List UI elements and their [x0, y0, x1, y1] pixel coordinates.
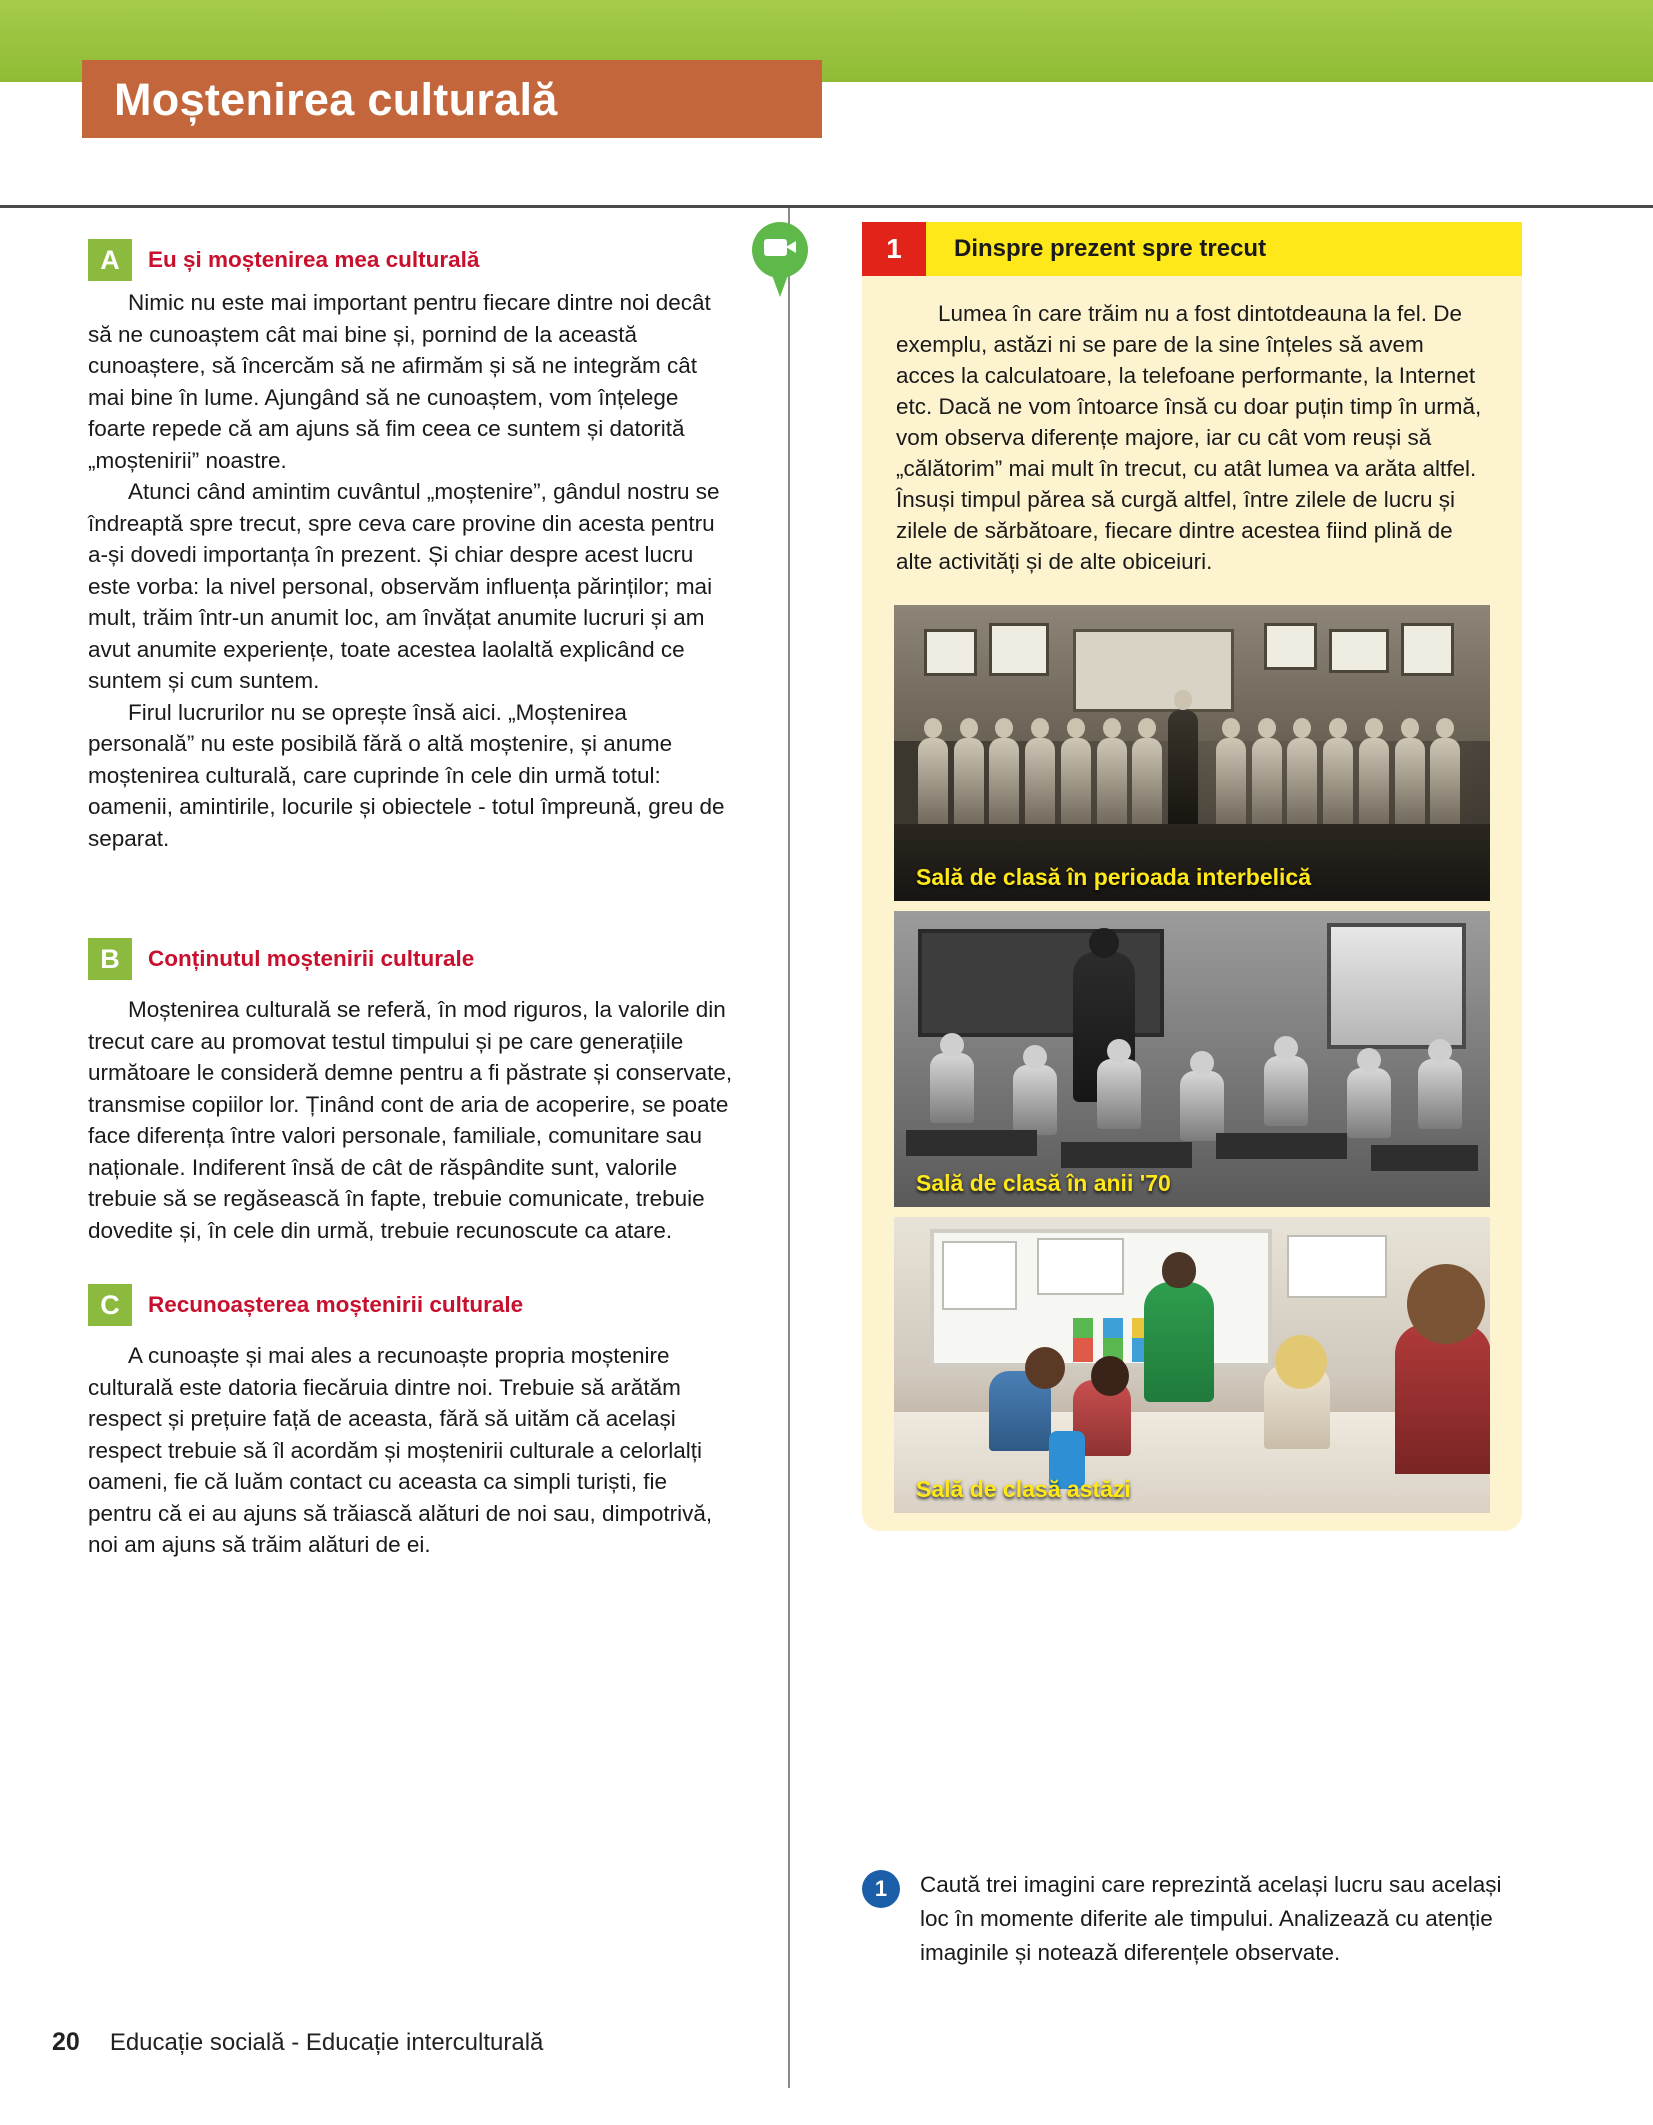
photo2-window	[1327, 923, 1466, 1049]
photo2-pupil	[1264, 1056, 1308, 1126]
photo2-pupil	[930, 1053, 974, 1123]
photo1-pupil	[1287, 738, 1317, 830]
section-b-paragraph-1: Moștenirea culturală se referă, în mod riguros, la valorile din trecut care au promovat testul timpului și pe care generațiile următoare le consideră demne pentru a fi păstrate și conservate, transmise copiilor lor. Ținând cont de aria de acoperire, se poate face diferența între valori personale, familiale, comunitare sau naționale. Indiferent însă de cât de răspândite sunt, valorile trebuie să se regăsească în fapte, trebuie comunicate, trebuie dovedite și, în cele din urmă, trebuie recunoscute ca atare.	[88, 997, 733, 1243]
photo1-pupil	[1323, 738, 1353, 830]
lesson-panel-title: Dinspre prezent spre trecut	[926, 222, 1522, 276]
photo1-pupil	[989, 738, 1019, 830]
section-a-letter: A	[88, 239, 132, 281]
photo1-picture-frame	[1264, 623, 1318, 670]
photo2-pupil	[1013, 1065, 1057, 1135]
section-b	[88, 938, 736, 1246]
photo1-pupil	[1132, 738, 1162, 830]
lesson-panel-header	[862, 222, 1522, 276]
section-c	[88, 1284, 736, 1561]
section-a-title: Eu și moștenirea mea culturală	[148, 247, 480, 272]
lesson-panel-text: Lumea în care trăim nu a fost dintotdeauna la fel. De exemplu, astăzi ni se pare de la sine înțeles să avem acces la calculatoare, la telefoane performante, la Internet etc. Dacă ne vom întoarce însă cu doar puțin timp în urmă, vom observa diferențe majore, iar cu cât vom reuși să „călătorim” mai mult în trecut, cu atât lumea va arăta altfel. Însuși timpul părea să curgă altfel, între zilele de lucru și zilele de sărbătoare, fiecare dintre acestea fiind plină de alte activități și de alte obiceiuri.	[896, 301, 1482, 574]
photo1-pupil	[1025, 738, 1055, 830]
photo2-pupil	[1347, 1068, 1391, 1138]
photo2-pupil	[1097, 1059, 1141, 1129]
header-divider	[0, 205, 1653, 208]
photo1-blackboard	[1073, 629, 1234, 712]
left-column	[88, 225, 736, 1561]
exercise-number: 1	[862, 1870, 900, 1908]
photo1-pupil	[1097, 738, 1127, 830]
figure-modern-classroom	[894, 1217, 1490, 1513]
camera-body-icon	[764, 239, 787, 256]
section-b-header	[88, 938, 736, 980]
photo3-sticky-note	[1073, 1338, 1093, 1362]
photo1-picture-frame	[989, 623, 1049, 676]
photo2-desk	[1216, 1133, 1347, 1159]
photo3-child-head	[1091, 1356, 1129, 1396]
photo1-pupil	[1216, 738, 1246, 830]
photo2-desk	[1061, 1142, 1192, 1168]
photo1-pupil	[1252, 738, 1282, 830]
photo1-picture-frame	[1329, 629, 1389, 673]
section-b-letter: B	[88, 938, 132, 980]
photo3-teacher	[1144, 1282, 1214, 1402]
section-a-paragraph-3: Firul lucrurilor nu se oprește însă aici. „Moștenirea personală” nu este posibilă fără o altă moștenire, și anume moștenirea culturală, care cuprinde în cele din urmă totul: oamenii, amintirile, locurile și obiectele - totul împreună, greu de separat.	[88, 699, 725, 851]
lesson-panel	[862, 222, 1522, 1531]
lesson-panel-number: 1	[862, 222, 926, 276]
figure-stack	[862, 605, 1522, 1513]
photo3-foreground-child-head	[1407, 1264, 1485, 1344]
section-c-header	[88, 1284, 736, 1326]
photo-modern-classroom	[894, 1217, 1490, 1513]
footer-subject: Educație socială - Educație interculturală	[109, 2029, 544, 2056]
photo3-wall-chart	[942, 1241, 1018, 1310]
section-c-title: Recunoașterea moștenirii culturale	[148, 1292, 524, 1317]
photo1-pupil	[1395, 738, 1425, 830]
section-a	[88, 239, 736, 854]
figure-caption: Sală de clasă astăzi	[916, 1476, 1131, 1502]
photo3-child-head	[1025, 1347, 1065, 1389]
photo3-wall-chart	[1037, 1238, 1124, 1295]
figure-1970s-classroom	[894, 911, 1490, 1207]
exercise-1	[862, 1868, 1502, 1970]
exercise-text: Caută trei imagini care reprezintă același lucru sau același loc în momente diferite ale timpului. Analizează cu atenție imaginile și notează diferențele observate.	[920, 1872, 1502, 1965]
photo2-desk	[906, 1130, 1037, 1156]
camera-lens-icon	[786, 241, 796, 253]
photo2-desk	[1371, 1145, 1478, 1171]
page-footer	[52, 2028, 543, 2057]
section-b-title: Conținutul moștenirii culturale	[148, 946, 475, 971]
photo1-picture-frame	[1401, 623, 1455, 676]
figure-caption: Sală de clasă în anii '70	[916, 1170, 1171, 1196]
photo3-foreground-child	[1395, 1324, 1490, 1474]
photo1-pupil	[1359, 738, 1389, 830]
photo1-teacher	[1168, 710, 1198, 830]
section-a-paragraph-1: Nimic nu este mai important pentru fiecare dintre noi decât să ne cunoaștem cât mai bine și, pornind de la această cunoaștere, să încercăm să ne afirmăm și să ne integrăm cât mai bine în lume. Ajungând să ne cunoaștem, vom înțelege foarte repede că am ajuns să fim ceea ce suntem și datorită „moștenirii” noastre.	[88, 290, 711, 473]
section-c-paragraph-1: A cunoaște și mai ales a recunoaște propria moștenire culturală este datoria fiecăruia dintre noi. Trebuie să arătăm respect și prețuire față de aceasta, fără să uităm că același respect trebuie să îl acordăm și moștenirii culturale a celorlalți oameni, fie că luăm contact cu aceasta ca simpli turiști, fie pentru că ei au ajuns să trăiască alături de noi sau, dimpotrivă, noi am ajuns să trăim alături de ei.	[88, 1343, 713, 1557]
figure-caption: Sală de clasă în perioada interbelică	[916, 864, 1312, 890]
photo-interwar-classroom	[894, 605, 1490, 901]
photo2-pupil	[1418, 1059, 1462, 1129]
photo1-pupil	[1430, 738, 1460, 830]
photo1-pupil	[954, 738, 984, 830]
photo-1970s-classroom	[894, 911, 1490, 1207]
figure-interwar-classroom	[894, 605, 1490, 901]
page-title	[82, 60, 822, 138]
photo3-wall-chart	[1287, 1235, 1386, 1298]
photo1-pupil	[1061, 738, 1091, 830]
video-pin-icon[interactable]	[752, 222, 808, 300]
section-c-letter: C	[88, 1284, 132, 1326]
lesson-panel-body	[862, 276, 1522, 583]
photo2-pupil	[1180, 1071, 1224, 1141]
photo1-picture-frame	[924, 629, 978, 676]
page-title-text: Moștenirea culturală	[114, 73, 558, 125]
section-a-header	[88, 239, 736, 281]
column-divider	[788, 208, 790, 2088]
photo1-pupil	[918, 738, 948, 830]
section-a-paragraph-2: Atunci când amintim cuvântul „moștenire”, gândul nostru se îndreaptă spre trecut, spre ceva care provine din acesta pentru a-și dovedi importanța în prezent. Și chiar despre acest lucru este vorba: la nivel personal, observăm influența părinților; mai mult, trăim într-un anumit loc, am învățat anumite lucruri și am avut anumite experiențe, toate acestea laolaltă explicând ce suntem și cum suntem.	[88, 479, 720, 693]
page-number: 20	[52, 2028, 80, 2056]
right-column	[862, 222, 1522, 1531]
